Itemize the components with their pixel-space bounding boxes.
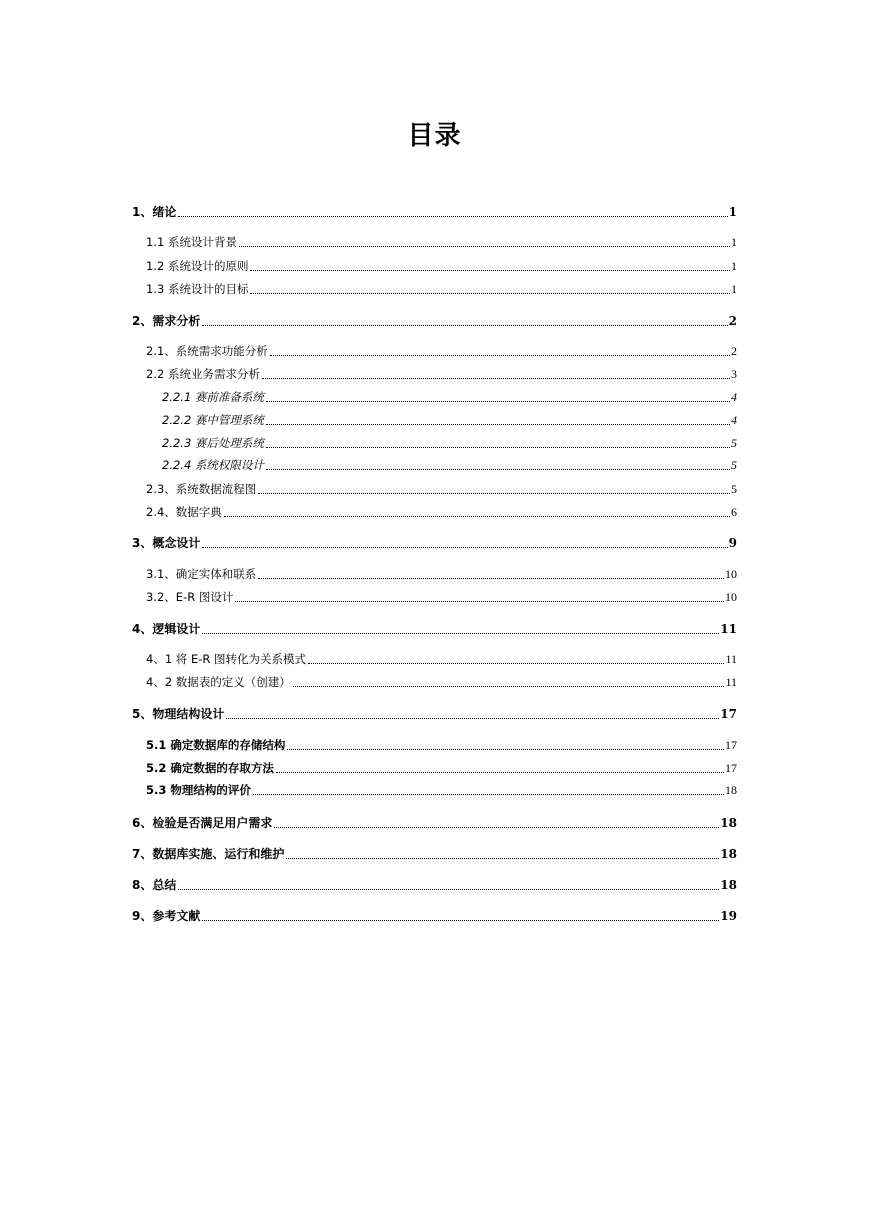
toc-entry-label: 7、数据库实施、运行和维护	[132, 847, 285, 861]
toc-entry-5-1[interactable]	[146, 737, 737, 753]
toc-entry-label: 2.3、系统数据流程图	[146, 482, 257, 496]
dot-leader	[202, 633, 719, 634]
toc-entry-label: 8、总结	[132, 878, 177, 892]
toc-entry-1-3[interactable]	[146, 281, 737, 297]
toc-entry-label: 4、2 数据表的定义（创建）	[146, 675, 291, 689]
toc-entry-label: 2.2.2 赛中管理系统	[162, 413, 264, 427]
toc-entry-page: 1	[731, 259, 737, 273]
toc-entry-label: 5.2 确定数据的存取方法	[146, 761, 274, 775]
toc-entry-2-2-3[interactable]	[162, 435, 737, 451]
dot-leader	[224, 516, 730, 517]
toc-entry-7[interactable]	[132, 846, 737, 862]
dot-leader	[274, 827, 719, 828]
dot-leader	[250, 293, 730, 294]
toc-entry-8[interactable]	[132, 877, 737, 893]
toc-entry-4-1[interactable]	[146, 651, 737, 667]
toc-entry-5[interactable]	[132, 706, 737, 722]
dot-leader	[266, 447, 730, 448]
toc-entry-page: 2	[728, 314, 737, 328]
toc-entry-label: 5、物理结构设计	[132, 707, 225, 721]
toc-entry-label: 2.4、数据字典	[146, 505, 222, 519]
toc-entry-label: 1.2 系统设计的原则	[146, 259, 249, 273]
toc-entry-label: 1.3 系统设计的目标	[146, 282, 249, 296]
toc-entry-3-1[interactable]	[146, 566, 737, 582]
toc-entry-label: 1、绪论	[132, 205, 177, 219]
toc-entry-page: 3	[731, 367, 737, 381]
toc-entry-label: 6、检验是否满足用户需求	[132, 816, 273, 830]
dot-leader	[270, 355, 730, 356]
dot-leader	[266, 401, 730, 402]
toc-entry-page: 9	[728, 536, 737, 550]
toc-entry-page: 5	[731, 458, 737, 472]
toc-entry-page: 17	[725, 761, 737, 775]
dot-leader	[235, 601, 724, 602]
toc-entry-2-4[interactable]	[146, 504, 737, 520]
toc-entry-2[interactable]	[132, 313, 737, 329]
toc-entry-9[interactable]	[132, 908, 737, 924]
dot-leader	[287, 749, 724, 750]
toc-entry-page: 2	[731, 344, 737, 358]
toc-entry-page: 6	[731, 505, 737, 519]
dot-leader	[266, 424, 730, 425]
toc-entry-1-1[interactable]	[146, 234, 737, 250]
toc-entry-1[interactable]	[132, 204, 737, 220]
dot-leader	[202, 547, 727, 548]
toc-entry-page: 4	[731, 390, 737, 404]
toc-entry-label: 4、1 将 E-R 图转化为关系模式	[146, 652, 307, 666]
toc-entry-3[interactable]	[132, 535, 737, 551]
dot-leader	[226, 718, 719, 719]
dot-leader	[250, 270, 730, 271]
dot-leader	[286, 858, 719, 859]
dot-leader	[258, 493, 730, 494]
dot-leader	[178, 889, 719, 890]
toc-entry-page: 19	[720, 909, 737, 923]
toc-entry-4-2[interactable]	[146, 674, 737, 690]
toc-entry-2-1[interactable]	[146, 343, 737, 359]
toc-entry-2-2-1[interactable]	[162, 389, 737, 405]
dot-leader	[253, 794, 724, 795]
toc-entry-label: 9、参考文献	[132, 909, 201, 923]
dot-leader	[239, 246, 730, 247]
dot-leader	[266, 469, 730, 470]
toc-entry-4[interactable]	[132, 621, 737, 637]
dot-leader	[262, 378, 730, 379]
toc-entry-5-3[interactable]	[146, 782, 737, 798]
toc-entry-page: 10	[725, 590, 737, 604]
toc-entry-label: 2.1、系统需求功能分析	[146, 344, 268, 358]
toc-entry-2-2-4[interactable]	[162, 457, 737, 473]
toc-entry-page: 4	[731, 413, 737, 427]
toc-entry-label: 5.1 确定数据库的存储结构	[146, 738, 286, 752]
toc-entry-label: 5.3 物理结构的评价	[146, 783, 251, 797]
toc-entry-page: 11	[720, 622, 737, 636]
toc-entry-page: 5	[731, 436, 737, 450]
dot-leader	[202, 920, 719, 921]
toc-entry-label: 2.2 系统业务需求分析	[146, 367, 260, 381]
toc-entry-page: 1	[728, 205, 737, 219]
dot-leader	[202, 325, 727, 326]
toc-entry-label: 3.2、E-R 图设计	[146, 590, 234, 604]
toc-entry-label: 1.1 系统设计背景	[146, 235, 237, 249]
toc-entry-page: 5	[731, 482, 737, 496]
dot-leader	[258, 578, 724, 579]
toc-entry-page: 11	[725, 652, 737, 666]
toc-entry-label: 2.2.4 系统权限设计	[162, 458, 264, 472]
toc-entry-page: 10	[725, 567, 737, 581]
toc-entry-label: 3、概念设计	[132, 536, 201, 550]
toc-entry-label: 4、逻辑设计	[132, 622, 201, 636]
toc-entry-page: 11	[725, 675, 737, 689]
toc-entry-page: 17	[720, 707, 737, 721]
toc-entry-label: 3.1、确定实体和联系	[146, 567, 257, 581]
toc-entry-page: 17	[725, 738, 737, 752]
toc-entry-3-2[interactable]	[146, 589, 737, 605]
toc-entry-page: 1	[731, 282, 737, 296]
toc-entry-6[interactable]	[132, 815, 737, 831]
toc-entry-label: 2.2.3 赛后处理系统	[162, 436, 264, 450]
dot-leader	[178, 216, 727, 217]
toc-entry-page: 18	[725, 783, 737, 797]
toc-entry-label: 2、需求分析	[132, 314, 201, 328]
toc-entry-2-3[interactable]	[146, 481, 737, 497]
toc-entry-2-2[interactable]	[146, 366, 737, 382]
toc-entry-page: 18	[720, 847, 737, 861]
page-title: 目录	[407, 121, 462, 151]
toc-entry-label: 2.2.1 赛前准备系统	[162, 390, 264, 404]
toc-entry-page: 18	[720, 878, 737, 892]
dot-leader	[308, 663, 724, 664]
toc-entry-2-2-2[interactable]	[162, 412, 737, 428]
toc-entry-5-2[interactable]	[146, 760, 737, 776]
toc-entry-page: 18	[720, 816, 737, 830]
toc-entry-page: 1	[731, 235, 737, 249]
toc-entry-1-2[interactable]	[146, 258, 737, 274]
dot-leader	[293, 686, 725, 687]
dot-leader	[276, 772, 724, 773]
